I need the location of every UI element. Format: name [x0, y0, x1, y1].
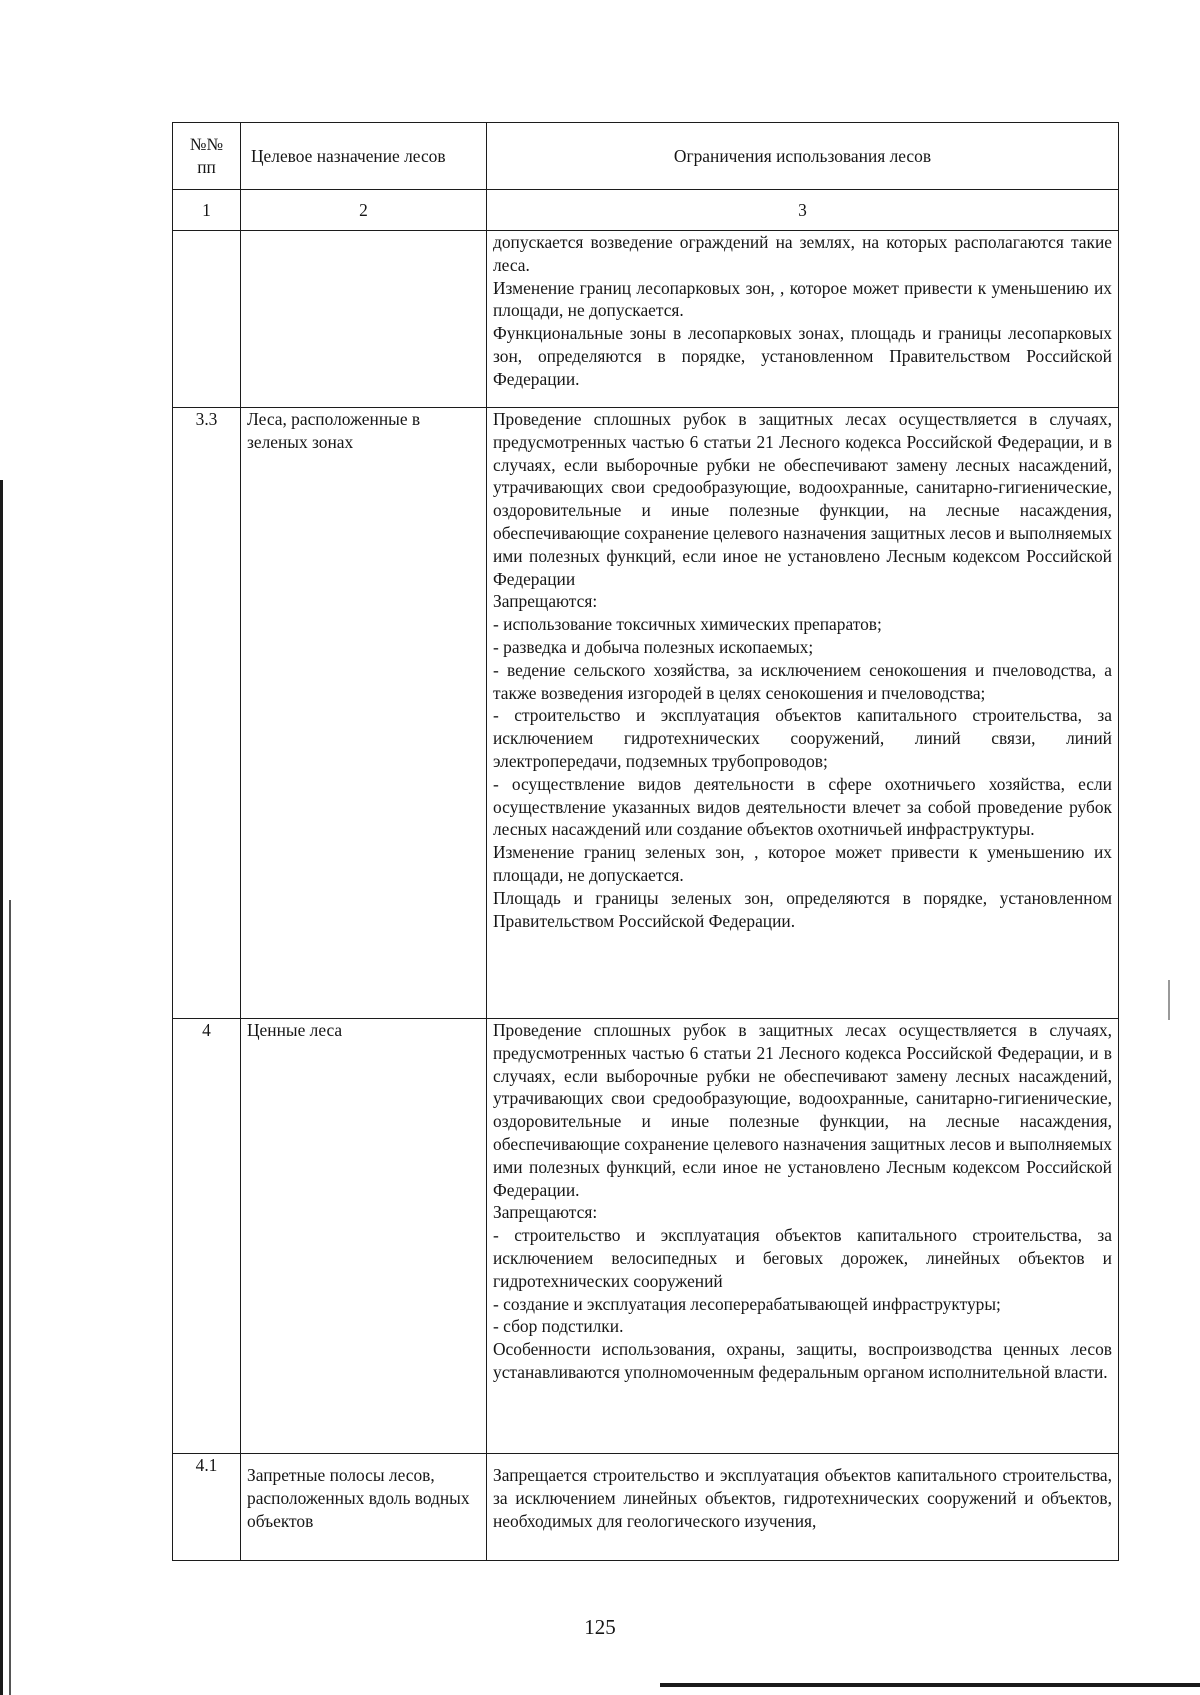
row-restrictions — [487, 1454, 1119, 1561]
row-number: 3.3 — [173, 408, 241, 1019]
row-purpose: Запретные полосы лесов, расположенных вдоль водных объектов — [241, 1454, 487, 1561]
row-restrictions — [487, 408, 1119, 1019]
restriction-paragraph: Проведение сплошных рубок в защитных лесах осуществляется в случаях, предусмотренных частью 6 статьи 21 Лесного кодекса Российской Федерации, и в случаях, если выборочные рубки не обеспечивают замену лесных насаждений, утрачивающих свои средообразующие, водоохранные, санитарно-гигиенические, оздоровительные и иные полезные функции, на лесные насаждения, обеспечивающие сохранение целевого назначения защитных лесов и выполняемых ими полезных функций, если иное не установлено Лесным кодексом Российской Федерации — [493, 409, 1112, 589]
column-number-1: 1 — [173, 190, 241, 231]
restriction-paragraph: Площадь и границы зеленых зон, определяются в порядке, установленном Правительством Российской Федерации. — [493, 887, 1112, 931]
column-number-2: 2 — [241, 190, 487, 231]
row-purpose: Леса, расположенные в зеленых зонах — [241, 408, 487, 1019]
row-number: 4.1 — [173, 1454, 241, 1561]
header-number: №№ пп — [173, 123, 241, 190]
scan-edge-left-inner — [9, 900, 11, 1695]
restriction-paragraph: Запрещаются: — [493, 591, 598, 612]
restriction-paragraph: допускается возведение ограждений на землях, на которых располагаются такие леса. — [493, 232, 1112, 275]
table-row — [173, 408, 1119, 1019]
restriction-paragraph: - ведение сельского хозяйства, за исключением сенокошения и пчеловодства, а также возведения изгородей в целях сенокошения и пчеловодства; — [493, 659, 1112, 703]
restriction-paragraph: - разведка и добыча полезных ископаемых; — [493, 636, 814, 657]
restriction-paragraph: - использование токсичных химических препаратов; — [493, 614, 882, 635]
header-restrictions: Ограничения использования лесов — [487, 123, 1119, 190]
restriction-paragraph: Изменение границ лесопарковых зон, , которое может привести к уменьшению их площади, не допускается. — [493, 277, 1112, 321]
scan-edge-bottom — [660, 1683, 1200, 1687]
header-purpose: Целевое назначение лесов — [241, 123, 487, 190]
scan-mark — [1168, 980, 1170, 1020]
table-row — [173, 1454, 1119, 1561]
restriction-paragraph: Проведение сплошных рубок в защитных лесах осуществляется в случаях, предусмотренных частью 6 статьи 21 Лесного кодекса Российской Федерации, и в случаях, если выборочные рубки не обеспечивают замену лесных насаждений, утрачивающих свои средообразующие, водоохранные, санитарно-гигиенические, оздоровительные и иные полезные функции, на лесные насаждения, обеспечивающие сохранение целевого назначения защитных лесов и выполняемых ими полезных функций, если иное не установлено Лесным кодексом Российской Федерации. — [493, 1020, 1112, 1200]
row-restrictions — [487, 231, 1119, 408]
page-number: 125 — [584, 1615, 616, 1639]
table-row — [173, 231, 1119, 408]
table-row — [173, 1019, 1119, 1454]
restriction-paragraph: - строительство и эксплуатация объектов капитального строительства, за исключением гидротехнических сооружений, линий связи, линий электропередачи, подземных трубопроводов; — [493, 705, 1112, 771]
restriction-paragraph: - строительство и эксплуатация объектов капитального строительства, за исключением велосипедных и беговых дорожек, линейных объектов и гидротехнических сооружений — [493, 1225, 1112, 1291]
row-purpose — [241, 231, 487, 408]
restriction-paragraph: Запрещаются: — [493, 1202, 598, 1223]
restriction-paragraph: - создание и эксплуатация лесоперерабатывающей инфраструктуры; — [493, 1293, 1001, 1314]
row-number — [173, 231, 241, 408]
row-purpose: Ценные леса — [241, 1019, 487, 1454]
forest-restrictions-table — [172, 122, 1119, 1561]
restriction-paragraph: - осуществление видов деятельности в сфере охотничьего хозяйства, если осуществление указанных видов деятельности влечет за собой проведение рубок лесных насаждений или создание объектов охотничьей инфраструктуры. — [493, 773, 1112, 840]
restriction-paragraph: Функциональные зоны в лесопарковых зонах, площадь и границы лесопарковых зон, определяются в порядке, установленном Правительством Российской Федерации. — [493, 323, 1112, 389]
restriction-paragraph: Особенности использования, охраны, защиты, воспроизводства ценных лесов устанавливаются уполномоченным федеральным органом исполнительной власти. — [493, 1339, 1112, 1382]
row-restrictions — [487, 1019, 1119, 1454]
restriction-paragraph: Запрещается строительство и эксплуатация объектов капитального строительства, за исключением линейных объектов, гидротехнических сооружений и объектов, необходимых для геологического изучения, — [493, 1465, 1112, 1531]
column-numbering-row — [173, 190, 1119, 231]
scan-edge-left — [0, 480, 3, 1695]
row-number: 4 — [173, 1019, 241, 1454]
column-number-3: 3 — [487, 190, 1119, 231]
table-header-row — [173, 123, 1119, 190]
restriction-paragraph: - сбор подстилки. — [493, 1316, 624, 1337]
restriction-paragraph: Изменение границ зеленых зон, , которое может привести к уменьшению их площади, не допускается. — [493, 842, 1112, 885]
